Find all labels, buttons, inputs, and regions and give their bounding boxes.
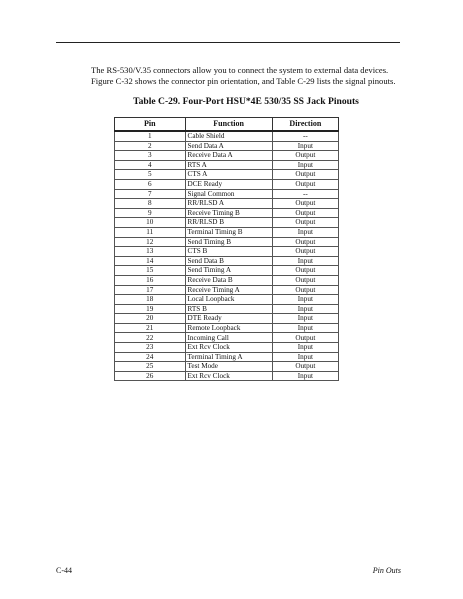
column-header-direction: Direction	[272, 118, 338, 132]
table-row	[115, 323, 339, 333]
table-row	[115, 285, 339, 295]
direction-cell: Input	[272, 227, 338, 237]
direction-cell: Input	[272, 314, 338, 324]
table-row	[115, 362, 339, 372]
function-cell: DCE Ready	[185, 179, 272, 189]
function-cell: Ext Rcv Clock	[185, 371, 272, 381]
direction-cell: --	[272, 131, 338, 141]
page-number: C-44	[56, 566, 72, 575]
function-cell: Send Timing B	[185, 237, 272, 247]
pin-cell: 13	[115, 247, 186, 257]
pin-cell: 8	[115, 199, 186, 209]
table-row	[115, 131, 339, 141]
function-cell: Receive Data A	[185, 151, 272, 161]
header-rule	[56, 42, 400, 43]
table-row	[115, 247, 339, 257]
direction-cell: Output	[272, 362, 338, 372]
direction-cell: --	[272, 189, 338, 199]
pin-cell: 3	[115, 151, 186, 161]
table-row	[115, 237, 339, 247]
function-cell: Send Data A	[185, 141, 272, 151]
function-cell: RTS A	[185, 160, 272, 170]
pin-cell: 19	[115, 304, 186, 314]
direction-cell: Input	[272, 256, 338, 266]
direction-cell: Input	[272, 352, 338, 362]
function-cell: Ext Rcv Clock	[185, 343, 272, 353]
table-caption: Table C-29. Four-Port HSU*4E 530/35 SS Jack Pinouts	[133, 96, 359, 107]
function-cell: Terminal Timing B	[185, 227, 272, 237]
pin-cell: 4	[115, 160, 186, 170]
table-row	[115, 179, 339, 189]
table-row	[115, 256, 339, 266]
table-row	[115, 141, 339, 151]
table-row	[115, 208, 339, 218]
function-cell: Cable Shield	[185, 131, 272, 141]
direction-cell: Input	[272, 295, 338, 305]
function-cell: Remote Loopback	[185, 323, 272, 333]
direction-cell: Output	[272, 208, 338, 218]
table-row	[115, 295, 339, 305]
table-row	[115, 160, 339, 170]
direction-cell: Output	[272, 218, 338, 228]
column-header-pin: Pin	[115, 118, 186, 132]
pin-cell: 18	[115, 295, 186, 305]
pin-cell: 2	[115, 141, 186, 151]
table-row	[115, 333, 339, 343]
direction-cell: Output	[272, 275, 338, 285]
pin-cell: 22	[115, 333, 186, 343]
section-title: Pin Outs	[372, 566, 401, 575]
function-cell: Receive Timing B	[185, 208, 272, 218]
pin-cell: 23	[115, 343, 186, 353]
pin-cell: 5	[115, 170, 186, 180]
function-cell: Incoming Call	[185, 333, 272, 343]
direction-cell: Input	[272, 323, 338, 333]
direction-cell: Output	[272, 151, 338, 161]
direction-cell: Output	[272, 170, 338, 180]
pin-cell: 11	[115, 227, 186, 237]
function-cell: Receive Data B	[185, 275, 272, 285]
table-body	[115, 131, 339, 381]
function-cell: Send Timing A	[185, 266, 272, 276]
pin-cell: 25	[115, 362, 186, 372]
function-cell: CTS A	[185, 170, 272, 180]
table-row	[115, 304, 339, 314]
function-cell: Local Loopback	[185, 295, 272, 305]
direction-cell: Input	[272, 141, 338, 151]
function-cell: RR/RLSD A	[185, 199, 272, 209]
pin-cell: 24	[115, 352, 186, 362]
table-row	[115, 189, 339, 199]
function-cell: DTE Ready	[185, 314, 272, 324]
pin-cell: 10	[115, 218, 186, 228]
direction-cell: Input	[272, 304, 338, 314]
pin-cell: 1	[115, 131, 186, 141]
pin-cell: 16	[115, 275, 186, 285]
function-cell: RR/RLSD B	[185, 218, 272, 228]
table-row	[115, 199, 339, 209]
table-header-row	[115, 118, 339, 132]
direction-cell: Output	[272, 179, 338, 189]
table-row	[115, 151, 339, 161]
pin-cell: 20	[115, 314, 186, 324]
function-cell: Receive Timing A	[185, 285, 272, 295]
pin-cell: 14	[115, 256, 186, 266]
table-row	[115, 314, 339, 324]
direction-cell: Input	[272, 160, 338, 170]
table-row	[115, 343, 339, 353]
table-row	[115, 275, 339, 285]
table-row	[115, 352, 339, 362]
function-cell: RTS B	[185, 304, 272, 314]
function-cell: Send Data B	[185, 256, 272, 266]
table-row	[115, 227, 339, 237]
table-row	[115, 218, 339, 228]
direction-cell: Output	[272, 285, 338, 295]
function-cell: CTS B	[185, 247, 272, 257]
intro-paragraph: The RS-530/V.35 connectors allow you to connect the system to external data devices. Figure C-32 shows the connector pin orientation, and Table C-29 lists the signal pinouts.	[91, 65, 396, 86]
direction-cell: Output	[272, 333, 338, 343]
direction-cell: Input	[272, 371, 338, 381]
direction-cell: Output	[272, 199, 338, 209]
direction-cell: Output	[272, 266, 338, 276]
table-row	[115, 170, 339, 180]
column-header-function: Function	[185, 118, 272, 132]
pinout-table	[114, 117, 339, 381]
direction-cell: Output	[272, 247, 338, 257]
function-cell: Test Mode	[185, 362, 272, 372]
function-cell: Terminal Timing A	[185, 352, 272, 362]
pin-cell: 9	[115, 208, 186, 218]
table-row	[115, 371, 339, 381]
pin-cell: 15	[115, 266, 186, 276]
direction-cell: Output	[272, 237, 338, 247]
function-cell: Signal Common	[185, 189, 272, 199]
table-row	[115, 266, 339, 276]
pin-cell: 6	[115, 179, 186, 189]
pin-cell: 7	[115, 189, 186, 199]
pin-cell: 26	[115, 371, 186, 381]
pin-cell: 17	[115, 285, 186, 295]
pin-cell: 12	[115, 237, 186, 247]
pin-cell: 21	[115, 323, 186, 333]
direction-cell: Input	[272, 343, 338, 353]
